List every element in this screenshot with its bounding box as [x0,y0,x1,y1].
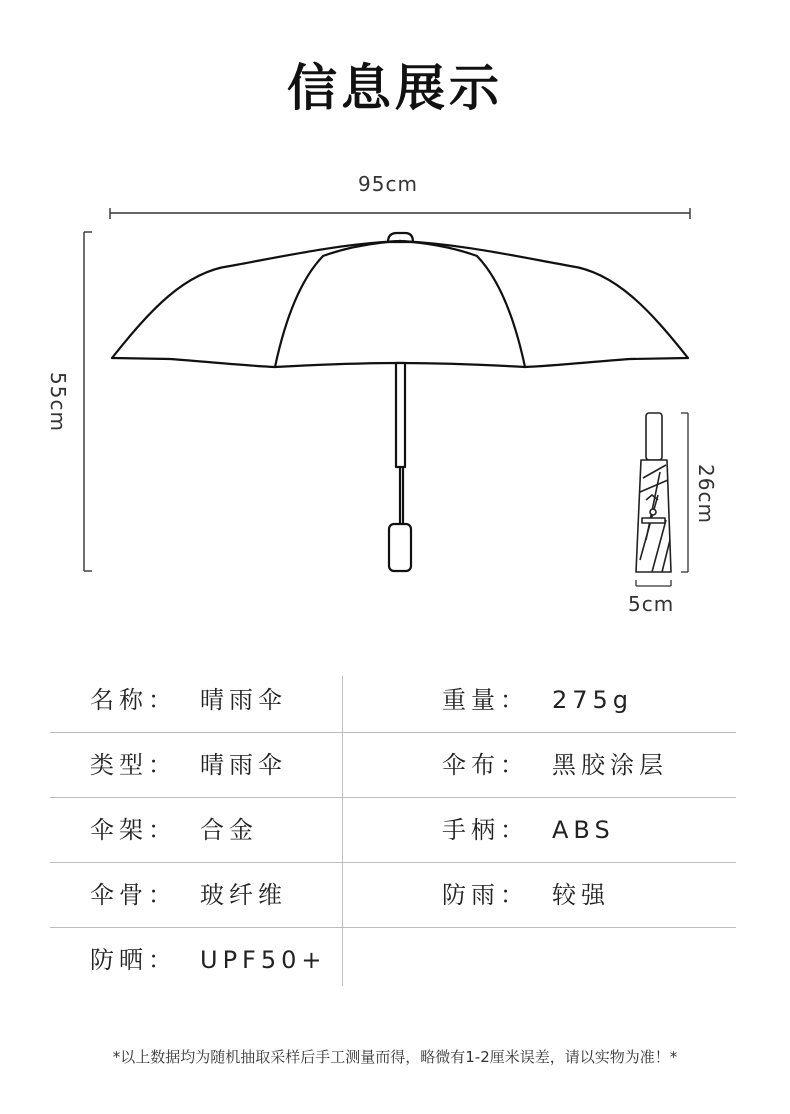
page-title: 信息展示 [287,59,503,117]
spec-label: 名称： [90,686,177,714]
spec-label: 伞骨： [90,881,177,909]
folded-umbrella [636,413,671,572]
spec-label: 防晒： [90,946,177,974]
spec-label: 伞布： [442,751,529,779]
folded-length-label: 26cm [694,464,718,524]
spec-value: UPF50+ [200,946,327,974]
spec-value: 较强 [552,881,610,909]
spec-row [50,863,736,928]
spec-value: 晴雨伞 [200,751,287,779]
spec-label: 类型： [90,751,177,779]
width-dimension-line [110,208,690,219]
spec-label: 伞架： [90,816,177,844]
open-umbrella [112,233,688,571]
open-height-label: 55cm [46,372,70,432]
spec-row [50,733,736,798]
spec-value: ABS [552,816,615,844]
folded-diameter-dimension-line [636,580,671,586]
folded-diameter-label: 5cm [628,592,675,616]
spec-table [50,668,736,992]
spec-value: 合金 [200,816,258,844]
spec-label: 防雨： [442,881,529,909]
height-dimension-line [84,232,92,571]
spec-value: 275g [552,686,634,714]
spec-value: 晴雨伞 [200,686,287,714]
folded-length-dimension-line [681,413,688,572]
open-width-label: 95cm [358,172,418,196]
spec-label: 手柄： [442,816,529,844]
spec-row [50,798,736,863]
spec-row [50,668,736,733]
spec-row [50,928,736,992]
spec-label: 重量： [442,686,529,714]
disclaimer-note: *以上数据均为随机抽取采样后手工测量而得，略微有1-2厘米误差，请以实物为准！* [112,1048,678,1066]
spec-value: 黑胶涂层 [552,751,668,779]
spec-value: 玻纤维 [200,881,287,909]
